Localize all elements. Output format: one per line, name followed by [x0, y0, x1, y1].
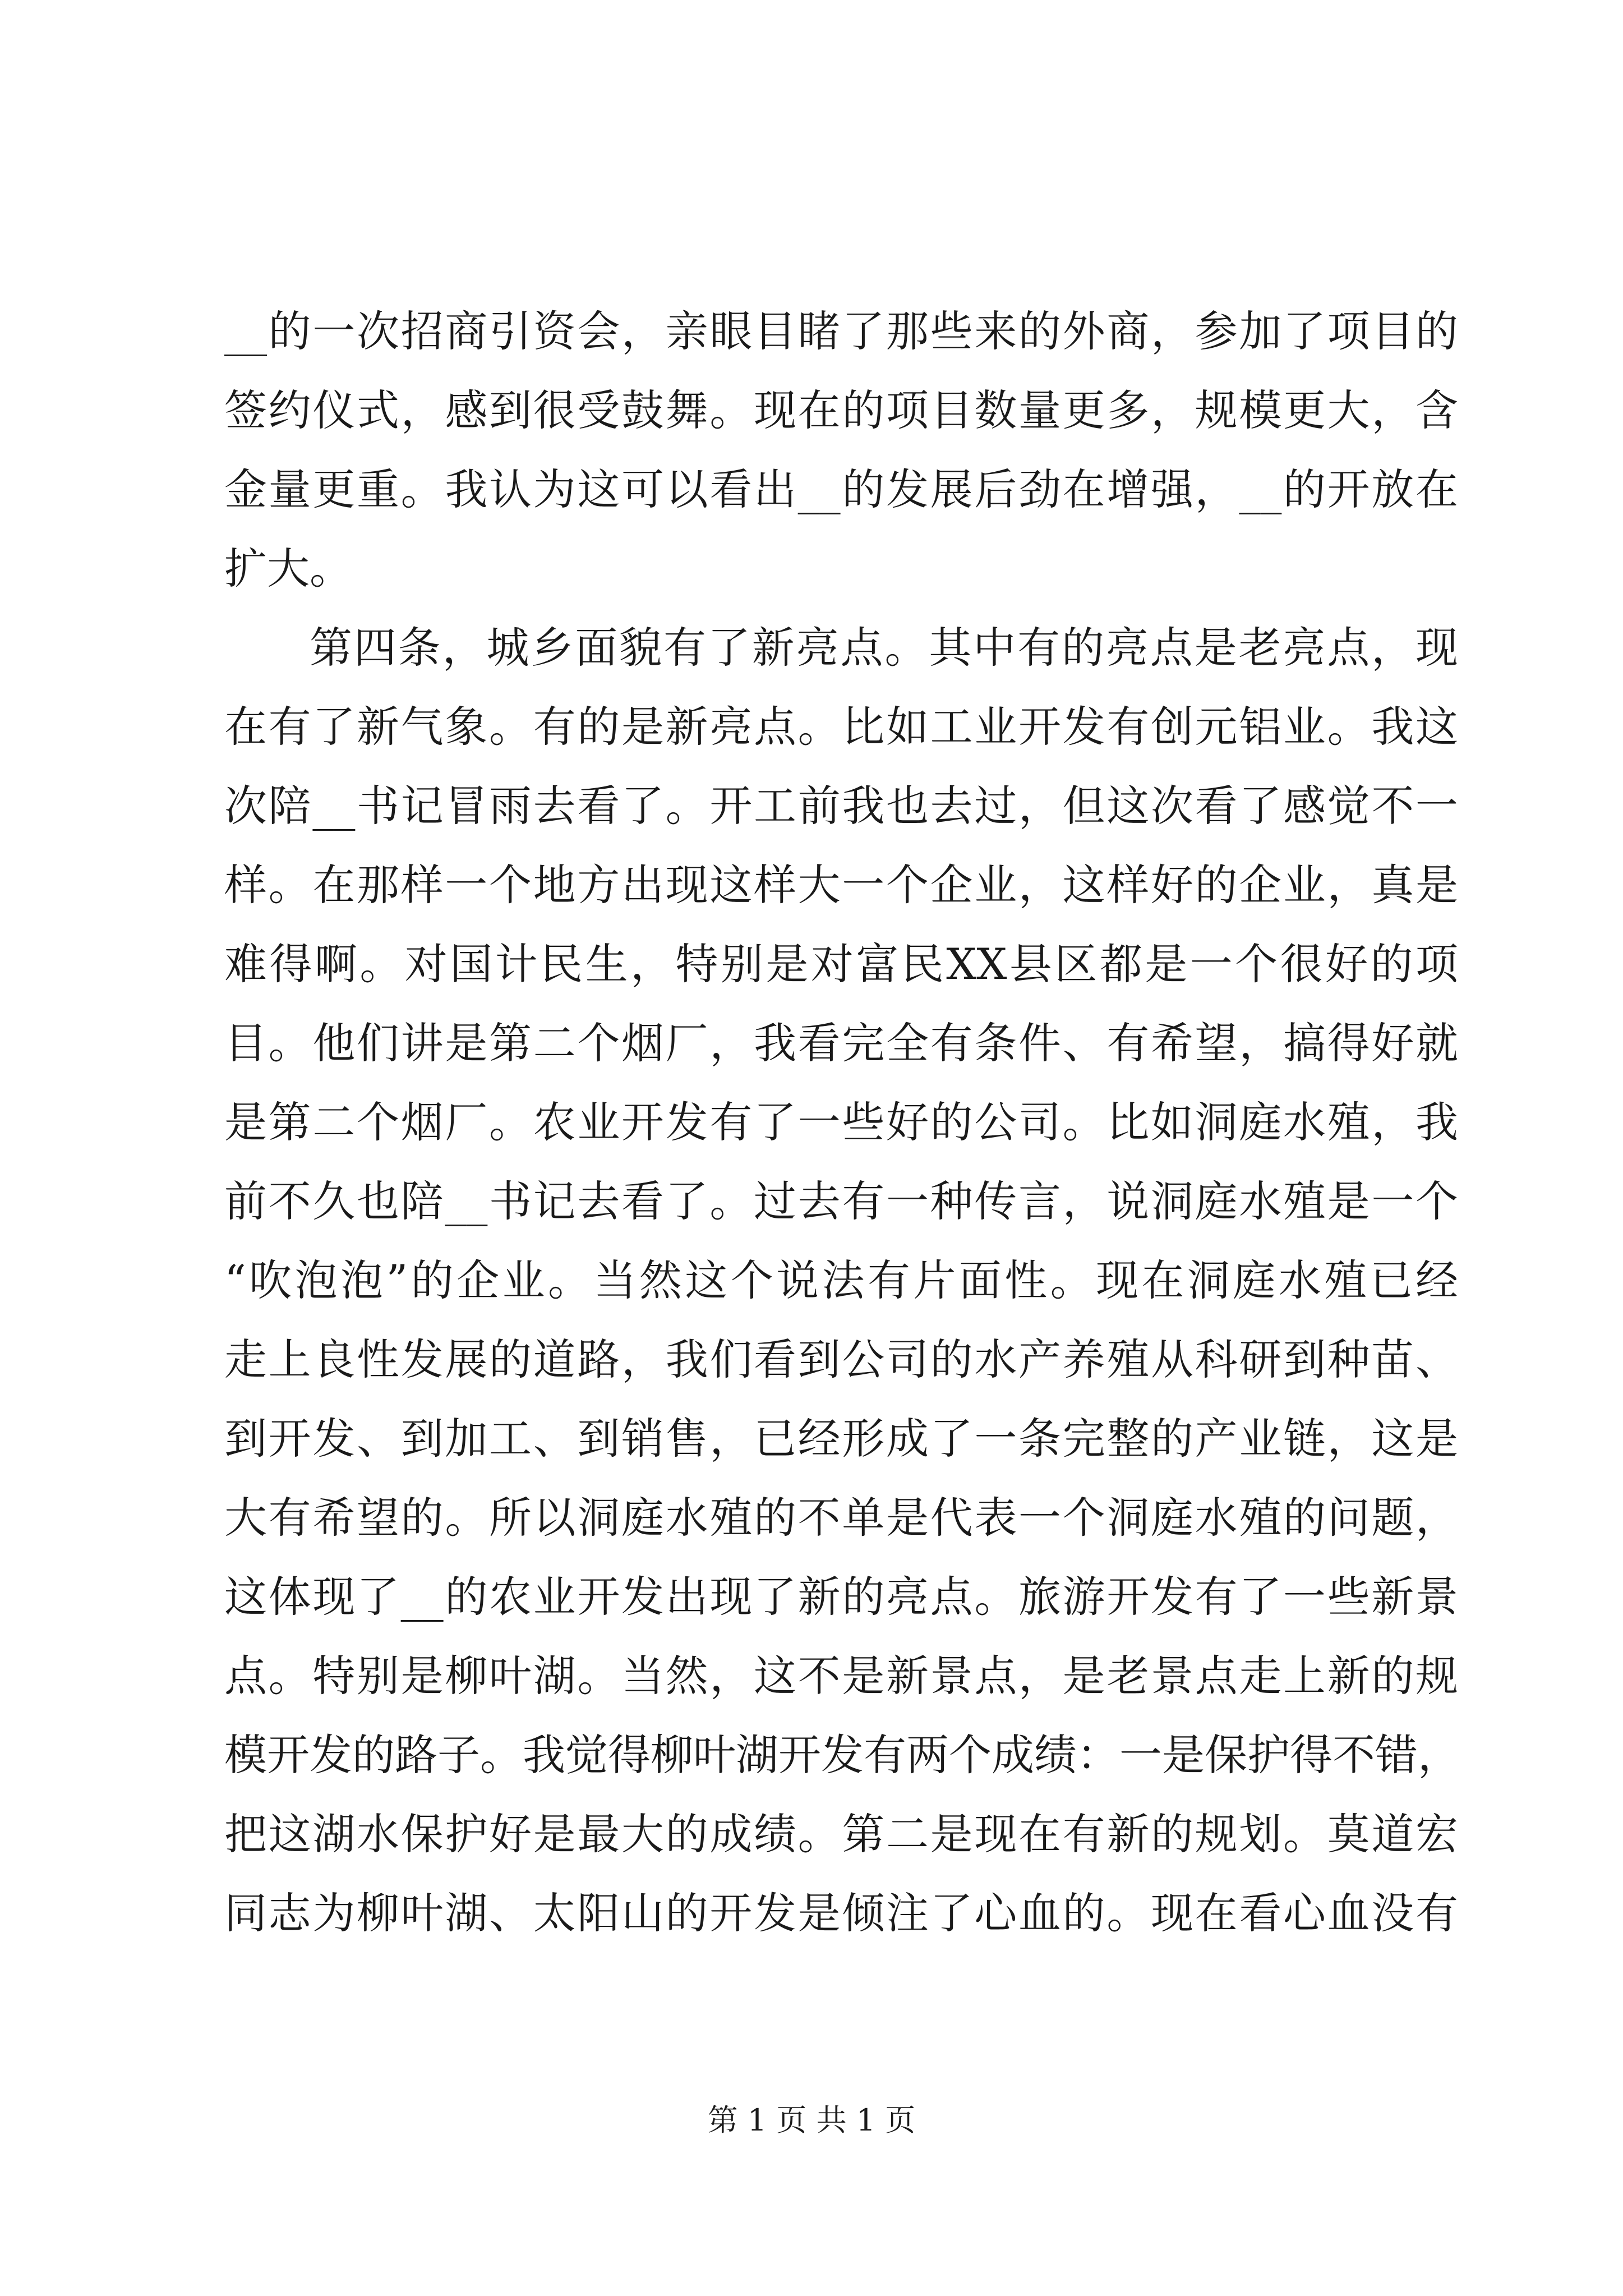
- text-line: 走上良性发展的道路，我们看到公司的水产养殖从科研到种苗、: [224, 1335, 1458, 1384]
- text-line: 这体现了__的农业开发出现了新的亮点。旅游开发有了一些新景: [224, 1572, 1458, 1622]
- text-line: 第四条，城乡面貌有了新亮点。其中有的亮点是老亮点，现: [310, 623, 1458, 673]
- text-line: 难得啊。对国计民生，特别是对富民XX县区都是一个很好的项: [224, 939, 1458, 989]
- page-number: 第 1 页 共 1 页: [707, 2102, 916, 2138]
- text-line: 目。他们讲是第二个烟厂，我看完全有条件、有希望，搞得好就: [224, 1018, 1458, 1068]
- text-line: 到开发、到加工、到销售，已经形成了一条完整的产业链，这是: [224, 1414, 1458, 1464]
- page-footer: [0, 2101, 1623, 2140]
- text-line: 是第二个烟厂。农业开发有了一些好的公司。比如洞庭水殖，我: [224, 1097, 1458, 1147]
- text-line: “吹泡泡”的企业。当然这个说法有片面性。现在洞庭水殖已经: [224, 1255, 1458, 1305]
- paragraph-1: [224, 292, 1458, 608]
- paragraph-2: [224, 608, 1458, 1953]
- text-line: 签约仪式，感到很受鼓舞。现在的项目数量更多，规模更大，含: [224, 385, 1458, 435]
- text-line: 把这湖水保护好是最大的成绩。第二是现在有新的规划。莫道宏: [224, 1809, 1458, 1859]
- text-line: 次陪__书记冒雨去看了。开工前我也去过，但这次看了感觉不一: [224, 781, 1458, 831]
- text-line: 模开发的路子。我觉得柳叶湖开发有两个成绩：一是保护得不错，: [224, 1730, 1460, 1780]
- text-line: 扩大。: [224, 544, 352, 593]
- text-line: 样。在那样一个地方出现这样大一个企业，这样好的企业，真是: [224, 860, 1458, 910]
- text-line: 在有了新气象。有的是新亮点。比如工业开发有创元铝业。我这: [224, 702, 1458, 752]
- text-line: 大有希望的。所以洞庭水殖的不单是代表一个洞庭水殖的问题，: [224, 1493, 1458, 1543]
- body-text: [224, 292, 1458, 1953]
- text-line: 同志为柳叶湖、太阳山的开发是倾注了心血的。现在看心血没有: [224, 1888, 1458, 1938]
- text-line: 前不久也陪__书记去看了。过去有一种传言，说洞庭水殖是一个: [224, 1176, 1458, 1226]
- text-line: 点。特别是柳叶湖。当然，这不是新景点，是老景点走上新的规: [224, 1651, 1458, 1701]
- text-line: 金量更重。我认为这可以看出__的发展后劲在增强，__的开放在: [224, 464, 1458, 514]
- text-line: __的一次招商引资会，亲眼目睹了那些来的外商，参加了项目的: [224, 306, 1458, 356]
